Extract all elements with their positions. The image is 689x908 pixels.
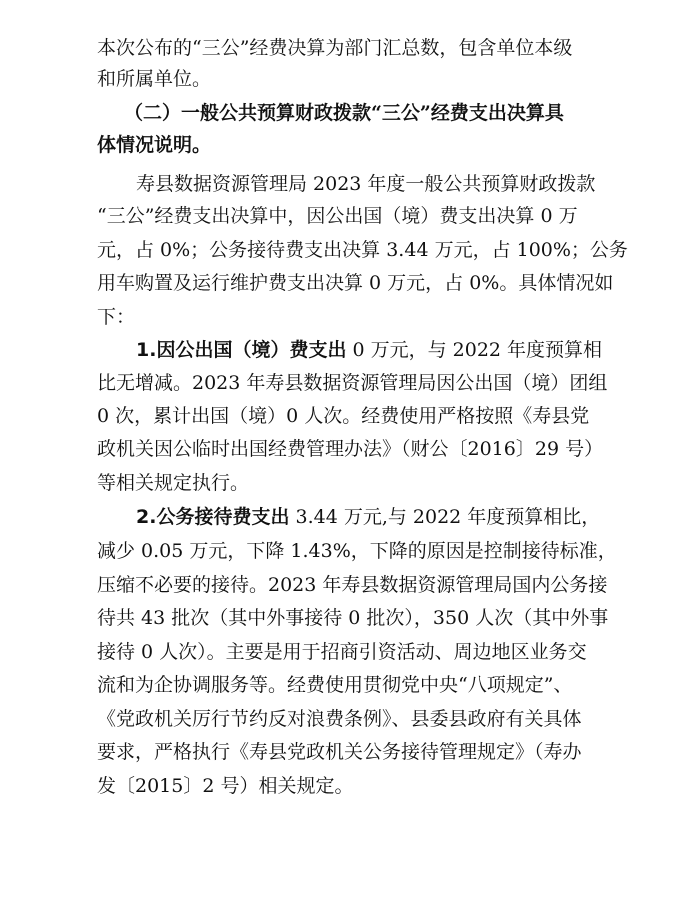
item-2-line-1 bbox=[136, 505, 600, 529]
item-2-line-2: 减少 0.05 万元，下降 1.43%，下降的原因是控制接待标准， bbox=[97, 540, 617, 562]
item-2-line-7: 《党政机关厉行节约反对浪费条例》、县委县政府有关具体 bbox=[97, 708, 582, 730]
section-heading-line-2: 体情况说明。 bbox=[97, 134, 212, 156]
intro-line-1: 本次公布的“三公”经费决算为部门汇总数，包含单位本级 bbox=[97, 37, 573, 59]
intro-line-2: 和所属单位。 bbox=[97, 68, 212, 90]
item-2-line-4: 待共 43 批次（其中外事接待 0 批次），350 人次（其中外事 bbox=[97, 607, 609, 629]
item-1-text-1: 0 万元，与 2022 年度预算相 bbox=[346, 339, 603, 361]
item-2-line-5: 接待 0 人次）。主要是用于招商引资活动、周边地区业务交 bbox=[97, 641, 587, 663]
item-1-line-3: 0 次，累计出国（境）0 人次。经费使用严格按照《寿县党 bbox=[97, 405, 590, 427]
item-2-line-9: 发〔2015〕2 号）相关规定。 bbox=[97, 775, 354, 797]
summary-line-1: 寿县数据资源管理局 2023 年度一般公共预算财政拨款 bbox=[136, 173, 596, 195]
item-1-line-5: 等相关规定执行。 bbox=[97, 472, 250, 494]
summary-line-3: 元，占 0%；公务接待费支出决算 3.44 万元，占 100%；公务 bbox=[97, 239, 628, 261]
item-1-lead: 1.因公出国（境）费支出 bbox=[136, 339, 347, 361]
item-2-line-3: 压缩不必要的接待。2023 年寿县数据资源管理局国内公务接 bbox=[97, 574, 608, 596]
item-1-line-4: 政机关因公临时出国经费管理办法》（财公〔2016〕29 号） bbox=[97, 438, 604, 460]
item-1-line-2: 比无增减。2023 年寿县数据资源管理局因公出国（境）团组 bbox=[97, 372, 608, 394]
summary-line-5: 下： bbox=[97, 306, 136, 328]
item-2-lead: 2.公务接待费支出 bbox=[136, 506, 290, 528]
item-2-line-6: 流和为企协调服务等。经费使用贯彻党中央“八项规定”、 bbox=[97, 674, 573, 696]
item-2-line-8: 要求，严格执行《寿县党政机关公务接待管理规定》（寿办 bbox=[97, 741, 582, 763]
summary-line-4: 用车购置及运行维护费支出决算 0 万元，占 0%。具体情况如 bbox=[97, 272, 614, 294]
summary-line-2: “三公”经费支出决算中，因公出国（境）费支出决算 0 万 bbox=[97, 205, 578, 227]
section-heading-line-1: （二）一般公共预算财政拨款“三公”经费支出决算具 bbox=[124, 102, 564, 124]
item-2-text-1: 3.44 万元,与 2022 年度预算相比， bbox=[289, 506, 601, 528]
item-1-line-1 bbox=[136, 338, 602, 362]
